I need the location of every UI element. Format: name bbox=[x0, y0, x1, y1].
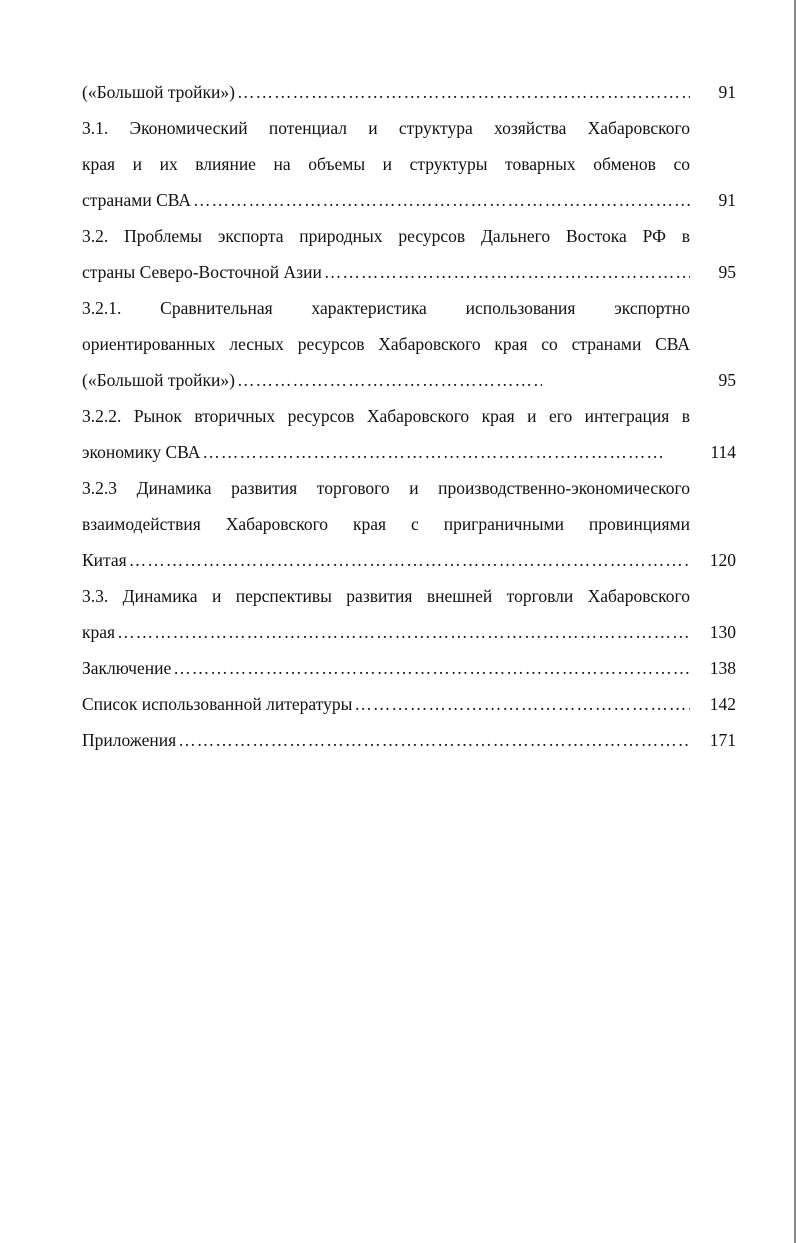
dot-leader bbox=[237, 74, 690, 110]
toc-entry-title: («Большой тройки») bbox=[82, 370, 235, 390]
toc-page-number: 91 bbox=[718, 82, 736, 102]
dot-leader bbox=[324, 254, 690, 290]
toc-entry-title: ориентированных лесных ресурсов Хабаровского края со странами СВА bbox=[82, 334, 690, 354]
toc-entry-title: края и их влияние на объемы и структуры товарных обменов со bbox=[82, 154, 690, 174]
toc-page-number: 120 bbox=[709, 550, 736, 570]
dot-leader bbox=[129, 542, 690, 578]
toc-entry-title: Китая bbox=[82, 550, 127, 570]
dot-leader bbox=[173, 650, 690, 686]
toc-entry bbox=[82, 398, 736, 470]
toc-entry-title: («Большой тройки») bbox=[82, 82, 235, 102]
toc-entry-title: 3.2.2. Рынок вторичных ресурсов Хабаровского края и его интеграция в bbox=[82, 406, 690, 426]
toc-entry-title: экономику СВА bbox=[82, 442, 201, 462]
toc-entry-title: странами СВА bbox=[82, 190, 191, 210]
toc-entry-title: 3.2.3 Динамика развития торгового и производственно-экономического bbox=[82, 478, 690, 498]
toc-entry-title: страны Северо-Восточной Азии bbox=[82, 262, 322, 282]
toc-page-number: 130 bbox=[709, 622, 736, 642]
toc-entry-title: 3.3. Динамика и перспективы развития внешней торговли Хабаровского bbox=[82, 586, 690, 606]
toc-page-number: 138 bbox=[709, 658, 736, 678]
toc-page-number: 95 bbox=[718, 370, 736, 390]
dot-leader bbox=[354, 686, 690, 722]
dot-leader bbox=[202, 434, 666, 470]
dot-leader bbox=[178, 722, 690, 758]
toc-entry bbox=[82, 686, 736, 722]
toc-entry bbox=[82, 578, 736, 650]
toc-page-number: 171 bbox=[709, 730, 736, 750]
toc-entry bbox=[82, 470, 736, 578]
toc-page-number: 91 bbox=[718, 190, 736, 210]
dot-leader bbox=[193, 182, 690, 218]
toc-entry bbox=[82, 650, 736, 686]
toc-page-number: 142 bbox=[709, 694, 736, 714]
toc-page-number: 95 bbox=[718, 262, 736, 282]
toc-entry-title: Заключение bbox=[82, 658, 172, 678]
toc-entry-title: 3.2.1. Сравнительная характеристика использования экспортно bbox=[82, 298, 690, 318]
toc-page-number: 114 bbox=[710, 442, 736, 462]
toc-entry-title: 3.2. Проблемы экспорта природных ресурсов Дальнего Востока РФ в bbox=[82, 226, 690, 246]
toc-entry bbox=[82, 110, 736, 218]
dot-leader bbox=[117, 614, 690, 650]
table-of-contents bbox=[82, 74, 736, 758]
toc-entry bbox=[82, 722, 736, 758]
toc-entry-title: края bbox=[82, 622, 116, 642]
dot-leader bbox=[237, 362, 542, 398]
toc-entry bbox=[82, 290, 736, 398]
toc-entry-title: Список использованной литературы bbox=[82, 694, 353, 714]
toc-entry-title: взаимодействия Хабаровского края с приграничными провинциями bbox=[82, 514, 690, 534]
toc-entry bbox=[82, 74, 736, 110]
toc-entry bbox=[82, 218, 736, 290]
toc-entry-title: 3.1. Экономический потенциал и структура хозяйства Хабаровского bbox=[82, 118, 690, 138]
toc-entry-title: Приложения bbox=[82, 730, 177, 750]
